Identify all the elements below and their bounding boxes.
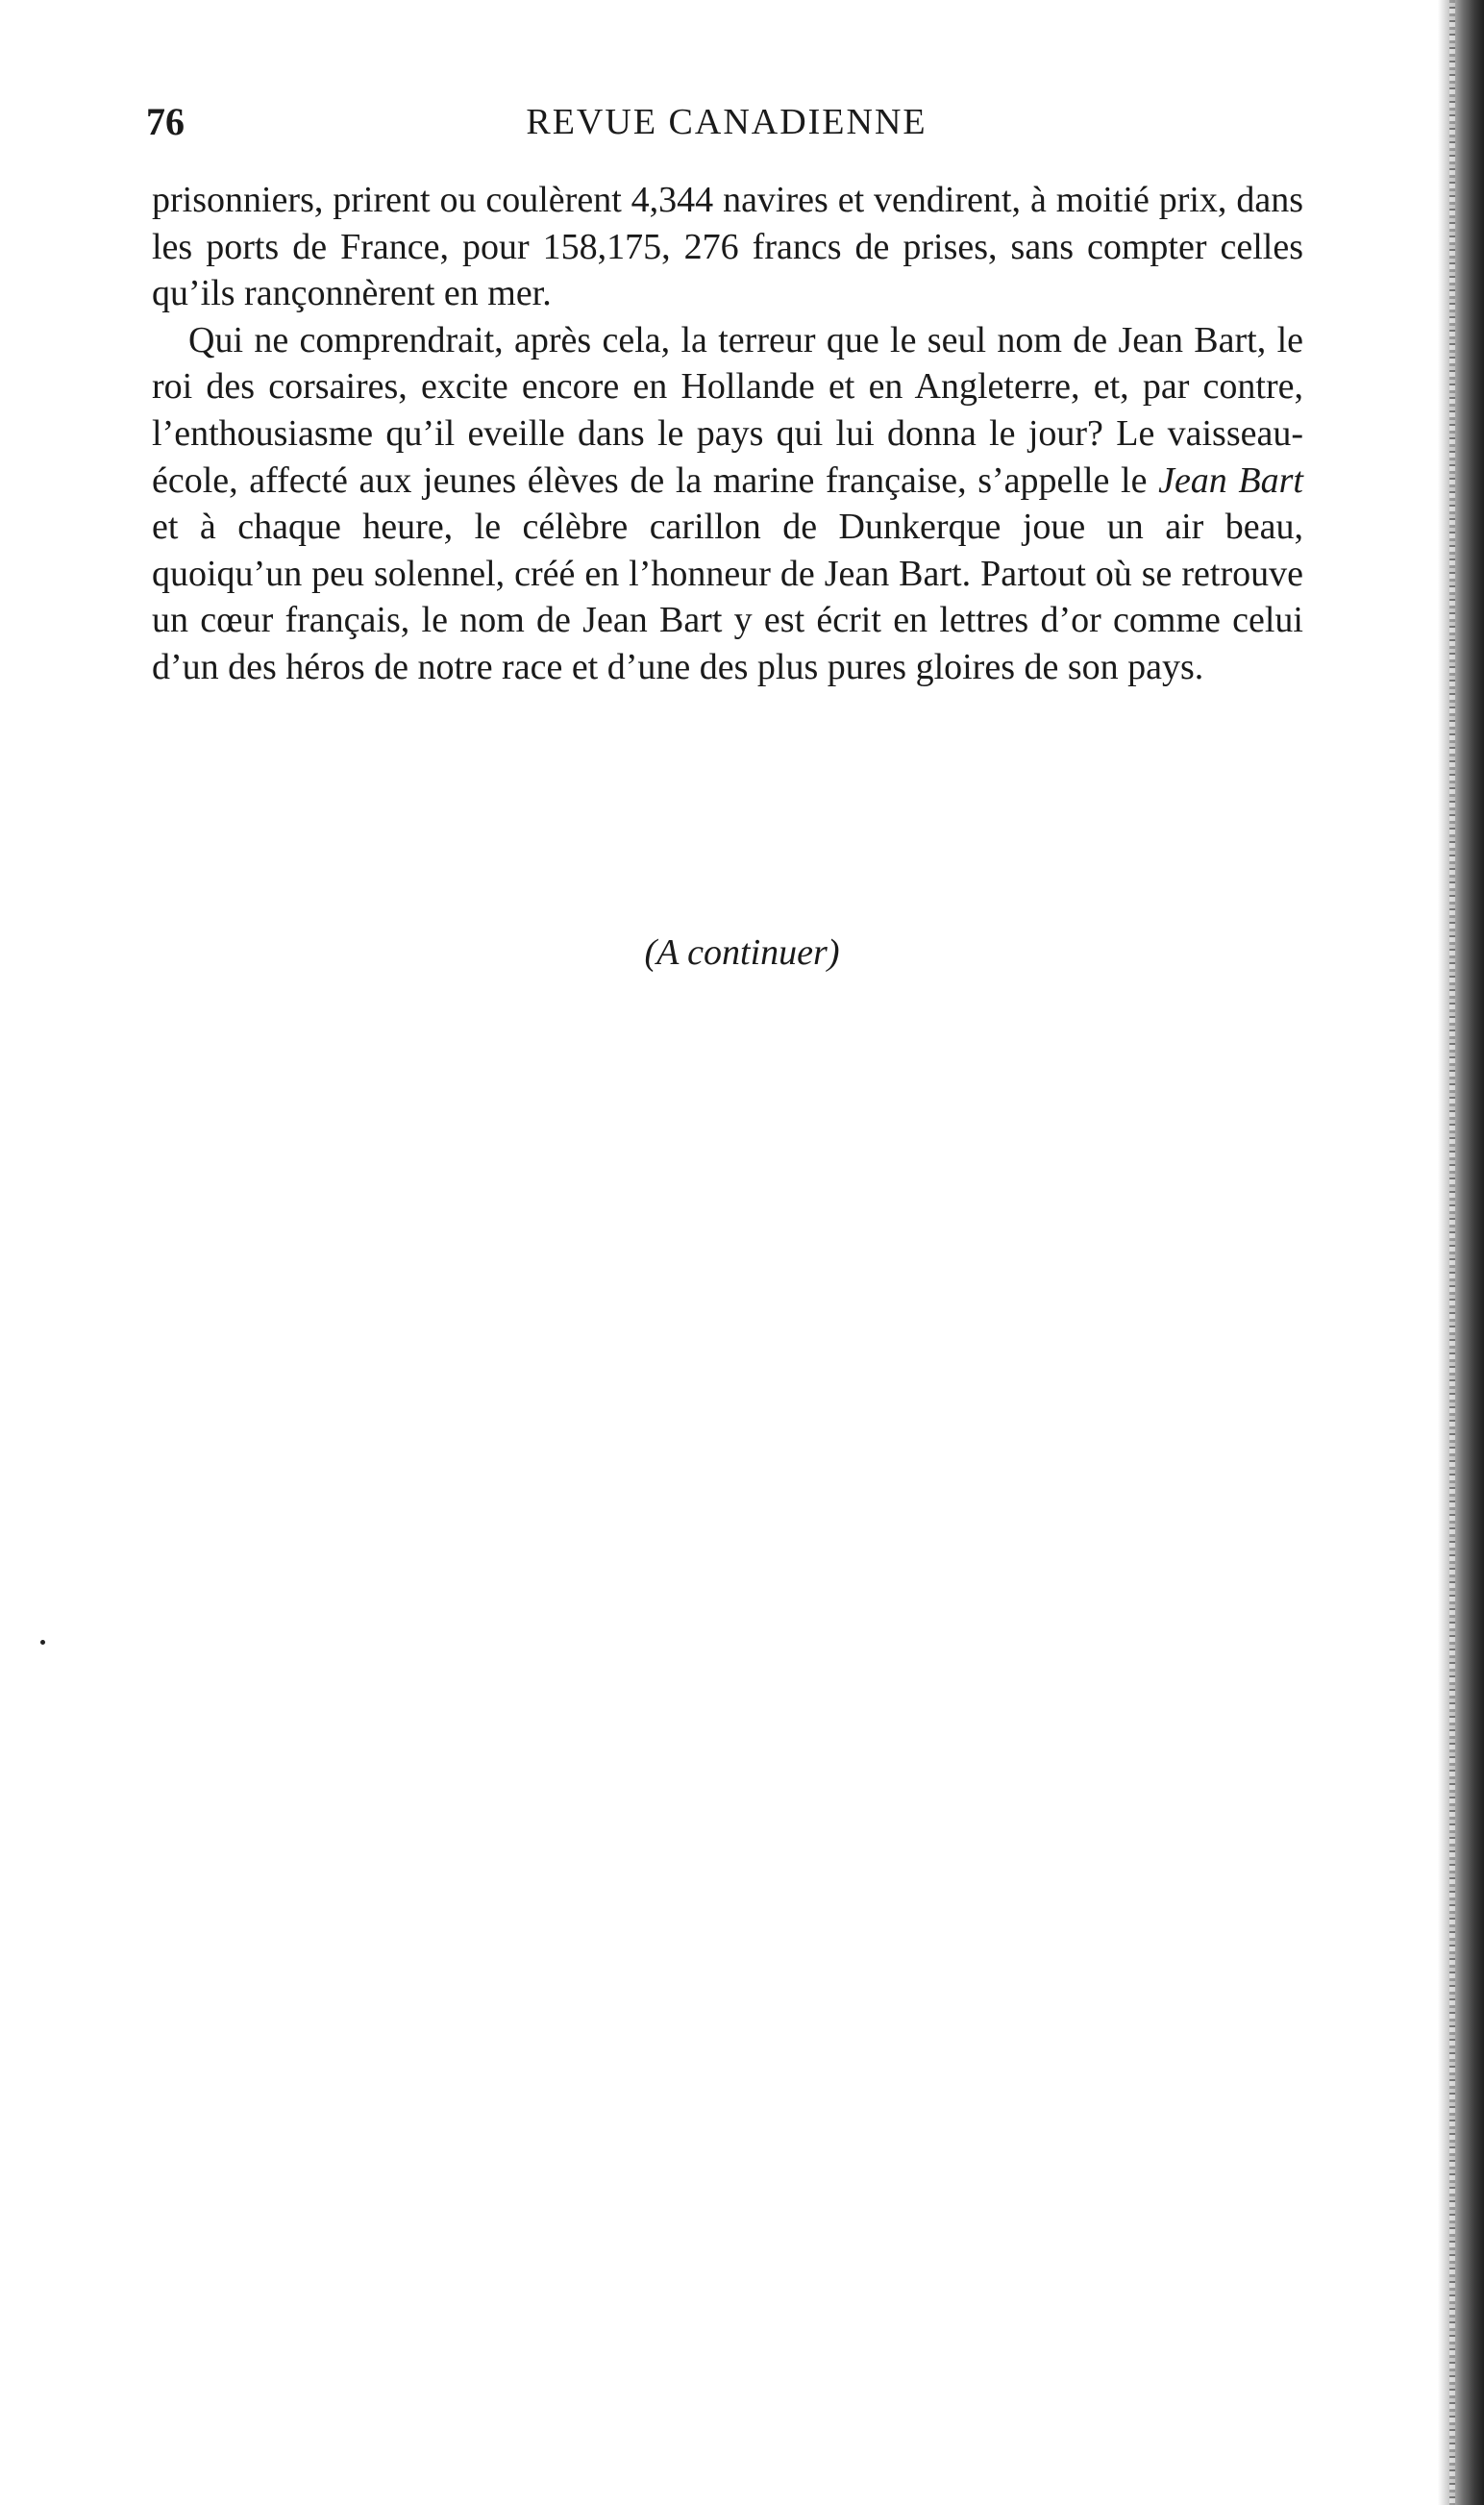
continuation-note: (A continuer)	[644, 932, 840, 973]
paragraph-2-text-end: et à chaque heure, le célèbre carillon de Dunkerque joue un air beau, quoiqu’un peu solennel, créé en l’honneur de Jean Bart. Partout où se retrouve un cœur français, le nom de Jean Bart y est écrit en lettres d’or comme celui d’un des héros de notre race et d’une des plus pures gloires de son pays.	[152, 507, 1303, 687]
running-title: REVUE CANADIENNE	[526, 102, 928, 142]
body-text	[152, 177, 1303, 691]
paragraph-1: prisonniers, prirent ou coulèrent 4,344 navires et vendirent, à moitié prix, dans les ports de France, pour 158,175, 276 francs de prises, sans compter celles qu’ils rançonnèrent en mer.	[152, 180, 1303, 314]
page-number: 76	[146, 100, 185, 143]
page-header	[146, 98, 1307, 146]
paragraph-2-text-start: Qui ne comprendrait, après cela, la terreur que le seul nom de Jean Bart, le roi des corsaires, excite encore en Hollande et en Angleterre, et, par contre, l’enthousiasme qu’il eveille dans le pays qui lui donna le jour? Le vaisseau-école, affecté aux jeunes élèves de la marine française, s’appelle le	[152, 319, 1303, 501]
ship-name-italic: Jean Bart	[1158, 459, 1303, 501]
page-gutter-shadow	[1438, 0, 1484, 2505]
paragraph-2	[152, 317, 1303, 691]
margin-speck	[40, 1640, 45, 1645]
page-gutter-texture	[1449, 0, 1455, 2505]
